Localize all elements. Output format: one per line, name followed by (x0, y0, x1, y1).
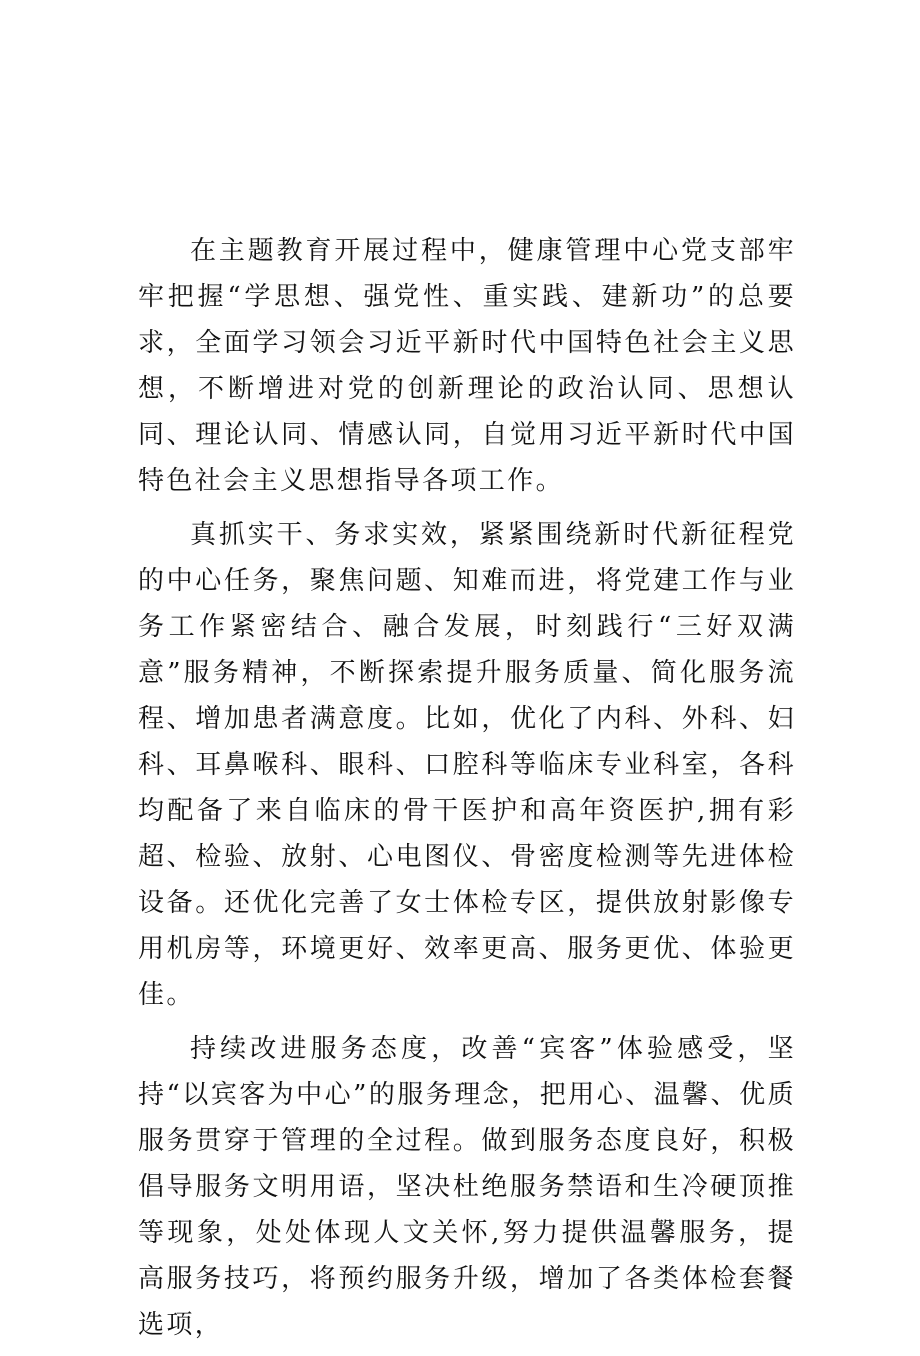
document-body (138, 228, 796, 1356)
paragraph-2: 真抓实干、务求实效，紧紧围绕新时代新征程党的中心任务，聚焦问题、知难而进，将党建工作与业务工作紧密结合、融合发展，时刻践行“三好双满意”服务精神，不断探索提升服务质量、简化服务流程、增加患者满意度。比如，优化了内科、外科、妇科、耳鼻喉科、眼科、口腔科等临床专业科室，各科均配备了来自临床的骨干医护和高年资医护,拥有彩超、检验、放射、心电图仪、骨密度检测等先进体检设备。还优化完善了女士体检专区，提供放射影像专用机房等，环境更好、效率更高、服务更优、体验更佳。 (138, 520, 796, 1010)
paragraph-1: 在主题教育开展过程中，健康管理中心党支部牢牢把握“学思想、强党性、重实践、建新功”的总要求，全面学习领会习近平新时代中国特色社会主义思想，不断增进对党的创新理论的政治认同、思想认同、理论认同、情感认同，自觉用习近平新时代中国特色社会主义思想指导各项工作。 (138, 236, 796, 496)
paragraph-3: 持续改进服务态度，改善“宾客”体验感受，坚持“以宾客为中心”的服务理念，把用心、温馨、优质服务贯穿于管理的全过程。做到服务态度良好，积极倡导服务文明用语，坚决杜绝服务禁语和生冷硬顶推等现象，处处体现人文关怀,努力提供温馨服务，提高服务技巧，将预约服务升级，增加了各类体检套餐选项， (138, 1034, 796, 1340)
